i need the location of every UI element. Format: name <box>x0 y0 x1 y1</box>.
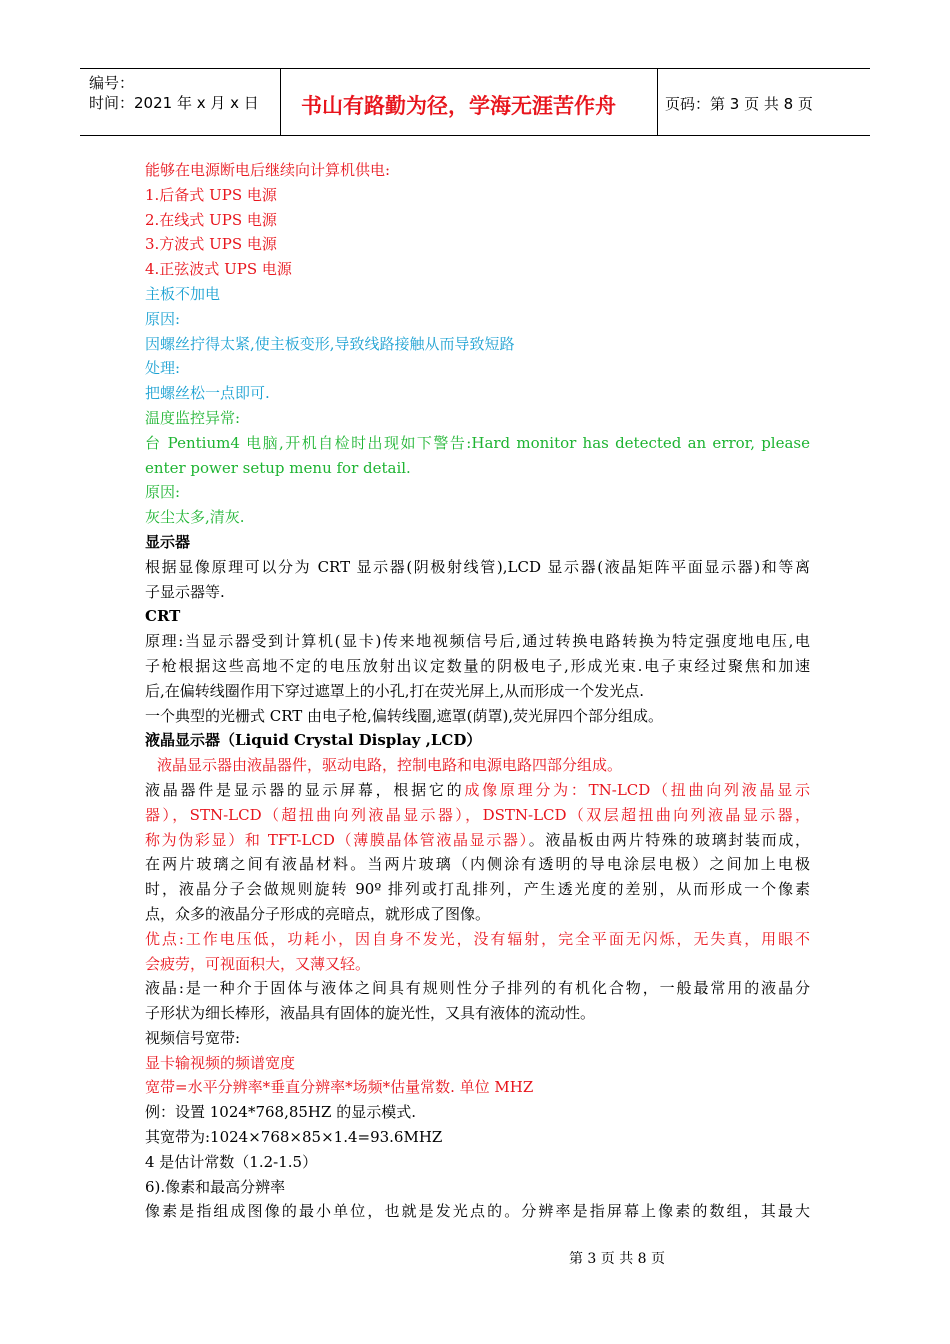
text-line <box>145 728 810 753</box>
text-segment: 一个典型的光栅式 CRT 由电子枪,偏转线圈,遮罩(荫罩),荧光屏四个部分组成。 <box>145 706 664 725</box>
text-line <box>145 1125 810 1150</box>
text-segment: 处理: <box>145 359 181 378</box>
text-segment: 成像原理分为：TN-LCD（扭曲向列液晶显示 <box>464 780 810 799</box>
text-line <box>145 183 810 208</box>
text-line <box>145 431 810 456</box>
text-line <box>145 902 810 927</box>
text-line <box>145 406 810 431</box>
text-segment: 液晶:是一种介于固体与液体之间具有规则性分子排列的有机化合物，一般最常用的液晶分 <box>145 979 810 998</box>
text-line <box>145 1100 810 1125</box>
text-segment: 把螺丝松一点即可. <box>145 384 270 403</box>
text-line <box>145 828 810 853</box>
text-line <box>145 282 810 307</box>
text-segment: enter power setup menu for detail. <box>145 458 411 477</box>
text-line <box>145 158 810 183</box>
header-page-label: 页码：第 3 页 共 8 页 <box>665 95 813 113</box>
text-segment: 点，众多的液晶分子形成的亮暗点，就形成了图像。 <box>145 904 491 923</box>
text-line <box>145 307 810 332</box>
text-line <box>145 1199 810 1224</box>
text-segment: 台 Pentium4 电脑,开机自检时出现如下警告:Hard monitor has detected an error, please <box>145 433 810 452</box>
text-segment: 子显示器等. <box>145 582 225 601</box>
text-segment: 因螺丝拧得太紧,使主板变形,导致线路接触从而导致短路 <box>145 334 515 353</box>
text-line <box>145 852 810 877</box>
text-line <box>145 505 810 530</box>
text-line <box>145 555 810 580</box>
text-segment: 称为伪彩显）和 TFT-LCD（薄膜晶体管液晶显示器） <box>145 830 529 849</box>
footer-page-number: 第 3 页 共 8 页 <box>568 1251 666 1267</box>
text-line <box>145 1075 810 1100</box>
text-segment: 子枪根据这些高地不定的电压放射出议定数量的阴极电子,形成光束.电子束经过聚焦和加速 <box>145 656 810 675</box>
text-line <box>145 356 810 381</box>
text-line <box>145 803 810 828</box>
text-segment: 时，液晶分子会做规则旋转 90º 排列或打乱排列，产生透光度的差别，从而形成一个像素 <box>145 880 810 899</box>
document-date-label: 时间：2021 年 x 月 x 日 <box>89 94 259 112</box>
text-segment: 温度监控异常: <box>145 408 241 427</box>
text-line <box>145 208 810 233</box>
text-segment: 显卡输视频的频谱宽度 <box>145 1053 296 1072</box>
text-segment: 能够在电源断电后继续向计算机供电: <box>145 161 391 179</box>
text-line <box>145 257 810 282</box>
text-line <box>145 1150 810 1175</box>
text-line <box>145 1026 810 1051</box>
page-header <box>80 68 870 136</box>
text-segment: 液晶器件是显示器的显示屏幕，根据它的 <box>145 780 465 799</box>
text-segment: 其宽带为:1024×768×85×1.4=93.6MHZ <box>145 1128 443 1147</box>
document-number-label: 编号： <box>89 74 135 92</box>
text-segment: 显示器 <box>145 532 191 551</box>
text-line <box>145 1175 810 1200</box>
text-segment: 液晶显示器（Liquid Crystal Display ,LCD） <box>145 731 482 750</box>
header-motto: 书山有路勤为径，学海无涯苦作舟 <box>301 94 616 118</box>
text-line <box>145 654 810 679</box>
text-line <box>145 232 810 257</box>
text-line <box>145 381 810 406</box>
text-segment: 2.在线式 UPS 电源 <box>145 210 277 229</box>
text-line <box>145 332 810 357</box>
text-segment: 液晶显示器由液晶器件，驱动电路，控制电路和电源电路四部分组成。 <box>157 756 623 775</box>
text-line <box>145 704 810 729</box>
text-segment: 后,在偏转线圈作用下穿过遮罩上的小孔,打在荧光屏上,从而形成一个发光点. <box>145 681 645 700</box>
text-segment: 1.后备式 UPS 电源 <box>145 185 277 204</box>
header-meta-cell <box>80 69 281 135</box>
text-line <box>145 877 810 902</box>
document-body <box>145 158 810 1224</box>
text-line <box>145 530 810 555</box>
text-line <box>145 753 810 778</box>
text-line <box>145 1051 810 1076</box>
text-segment: 3.方波式 UPS 电源 <box>145 235 277 254</box>
text-line <box>145 778 810 803</box>
text-segment: 原因: <box>145 483 181 502</box>
text-line <box>145 927 810 952</box>
text-segment: 原因: <box>145 309 181 328</box>
text-line <box>145 629 810 654</box>
text-segment: 。液晶板由两片特殊的玻璃封装而成， <box>528 830 810 849</box>
page-footer <box>0 1248 950 1268</box>
text-segment: 主板不加电 <box>145 284 221 303</box>
text-segment: 原理:当显示器受到计算机(显卡)传来地视频信号后,通过转换电路转换为特定强度地电压,电 <box>145 632 810 651</box>
text-line <box>145 604 810 629</box>
text-segment: 根据显像原理可以分为 CRT 显示器(阴极射线管),LCD 显示器(液晶矩阵平面显示器)和等离 <box>145 557 810 576</box>
text-segment: 优点:工作电压低，功耗小，因自身不发光，没有辐射，完全平面无闪烁，无失真，用眼不 <box>145 929 810 948</box>
text-segment: 4 是估计常数（1.2-1.5） <box>145 1152 318 1171</box>
text-segment: 像素是指组成图像的最小单位，也就是发光点的。分辨率是指屏幕上像素的数组，其最大 <box>145 1202 810 1221</box>
text-segment: 4.正弦波式 UPS 电源 <box>145 260 292 279</box>
text-line <box>145 456 810 481</box>
text-line <box>145 480 810 505</box>
text-segment: 视频信号宽带: <box>145 1028 241 1047</box>
text-segment: 例：设置 1024*768,85HZ 的显示模式. <box>145 1103 416 1122</box>
text-segment: 会疲劳，可视面积大，又薄又轻。 <box>145 954 371 973</box>
text-line <box>145 952 810 977</box>
text-segment: 宽带=水平分辨率*垂直分辨率*场频*估量常数. 单位 MHZ <box>145 1078 534 1097</box>
text-line <box>145 976 810 1001</box>
text-segment: 在两片玻璃之间有液晶材料。当两片玻璃（内侧涂有透明的导电涂层电极）之间加上电极 <box>145 855 810 874</box>
text-line <box>145 679 810 704</box>
text-segment: 器），STN-LCD（超扭曲向列液晶显示器），DSTN-LCD（双层超扭曲向列液晶显示器， <box>145 805 810 824</box>
text-segment: 6).像素和最高分辨率 <box>145 1177 286 1196</box>
text-line <box>145 580 810 605</box>
text-segment: 子形状为细长棒形，液晶具有固体的旋光性，又具有液体的流动性。 <box>145 1004 596 1023</box>
text-line <box>145 1001 810 1026</box>
text-segment: 灰尘太多,清灰. <box>145 508 245 527</box>
header-motto-cell <box>281 69 658 135</box>
text-segment: CRT <box>145 607 181 626</box>
